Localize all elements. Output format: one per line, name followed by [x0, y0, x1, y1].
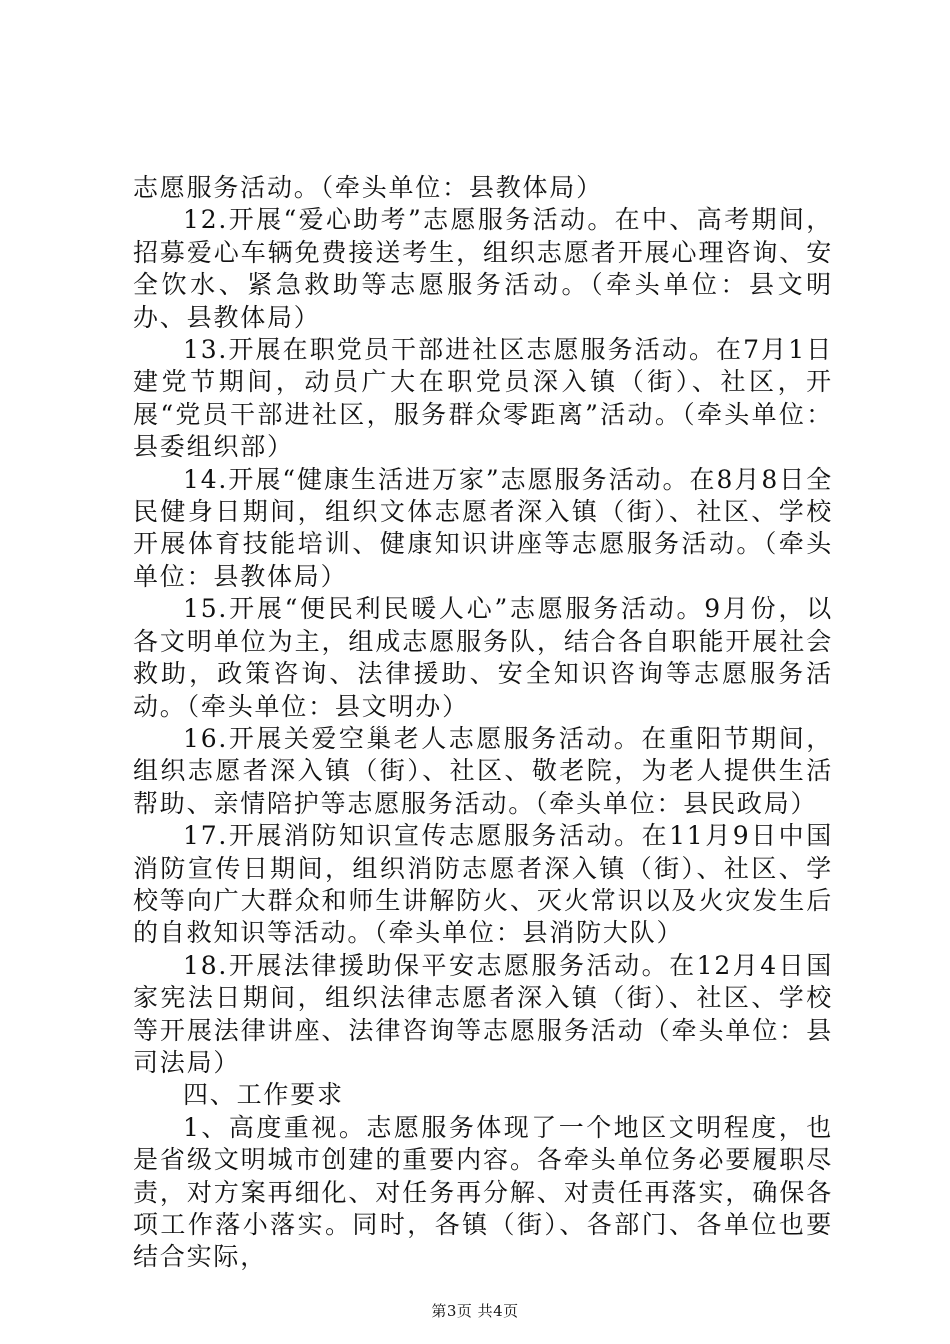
- paragraph-item-17: 17.开展消防知识宣传志愿服务活动。在11月9日中国消防宣传日期间，组织消防志愿者深入镇（街）、社区、学校等向广大群众和师生讲解防火、灭火常识以及火灾发生后的自救知识等活动。（牵头单位：县消防大队）: [133, 821, 833, 948]
- paragraph-continuation: 志愿服务活动。（牵头单位：县教体局）: [133, 173, 603, 202]
- paragraph-item-14: 14.开展“健康生活进万家”志愿服务活动。在8月8日全民健身日期间，组织文体志愿者深入镇（街）、社区、学校开展体育技能培训、健康知识讲座等志愿服务活动。（牵头单位：县教体局）: [133, 464, 833, 591]
- paragraph-item-16: 16.开展关爱空巢老人志愿服务活动。在重阳节期间，组织志愿者深入镇（街）、社区、敬老院，为老人提供生活帮助、亲情陪护等志愿服务活动。（牵头单位：县民政局）: [133, 723, 833, 818]
- document-body: [133, 172, 833, 1274]
- paragraph-item-15: 15.开展“便民利民暖人心”志愿服务活动。9月份，以各文明单位为主，组成志愿服务队，结合各自职能开展社会救助，政策咨询、法律援助、安全知识咨询等志愿服务活动。（牵头单位：县文明办）: [133, 594, 833, 721]
- section-heading-work-requirements: 四、工作要求: [183, 1080, 344, 1110]
- paragraph-item-13: 13.开展在职党员干部进社区志愿服务活动。在7月1日建党节期间，动员广大在职党员深入镇（街）、社区，开展“党员干部进社区，服务群众零距离”活动。（牵头单位：县委组织部）: [133, 335, 833, 462]
- paragraph-item-12: 12.开展“爱心助考”志愿服务活动。在中、高考期间，招募爱心车辆免费接送考生，组织志愿者开展心理咨询、安全饮水、紧急救助等志愿服务活动。（牵头单位：县文明办、县教体局）: [133, 205, 833, 332]
- paragraph-item-18: 18.开展法律援助保平安志愿服务活动。在12月4日国家宪法日期间，组织法律志愿者深入镇（街）、社区、学校等开展法律讲座、法律咨询等志愿服务活动（牵头单位：县司法局）: [133, 950, 833, 1077]
- page-number-footer: 第3页 共4页: [431, 1302, 519, 1320]
- paragraph-requirement-1: 1、高度重视。志愿服务体现了一个地区文明程度，也是省级文明城市创建的重要内容。各牵头单位务必要履职尽责，对方案再细化、对任务再分解、对责任再落实，确保各项工作落小落实。同时，各镇（街）、各部门、各单位也要结合实际，: [133, 1112, 833, 1272]
